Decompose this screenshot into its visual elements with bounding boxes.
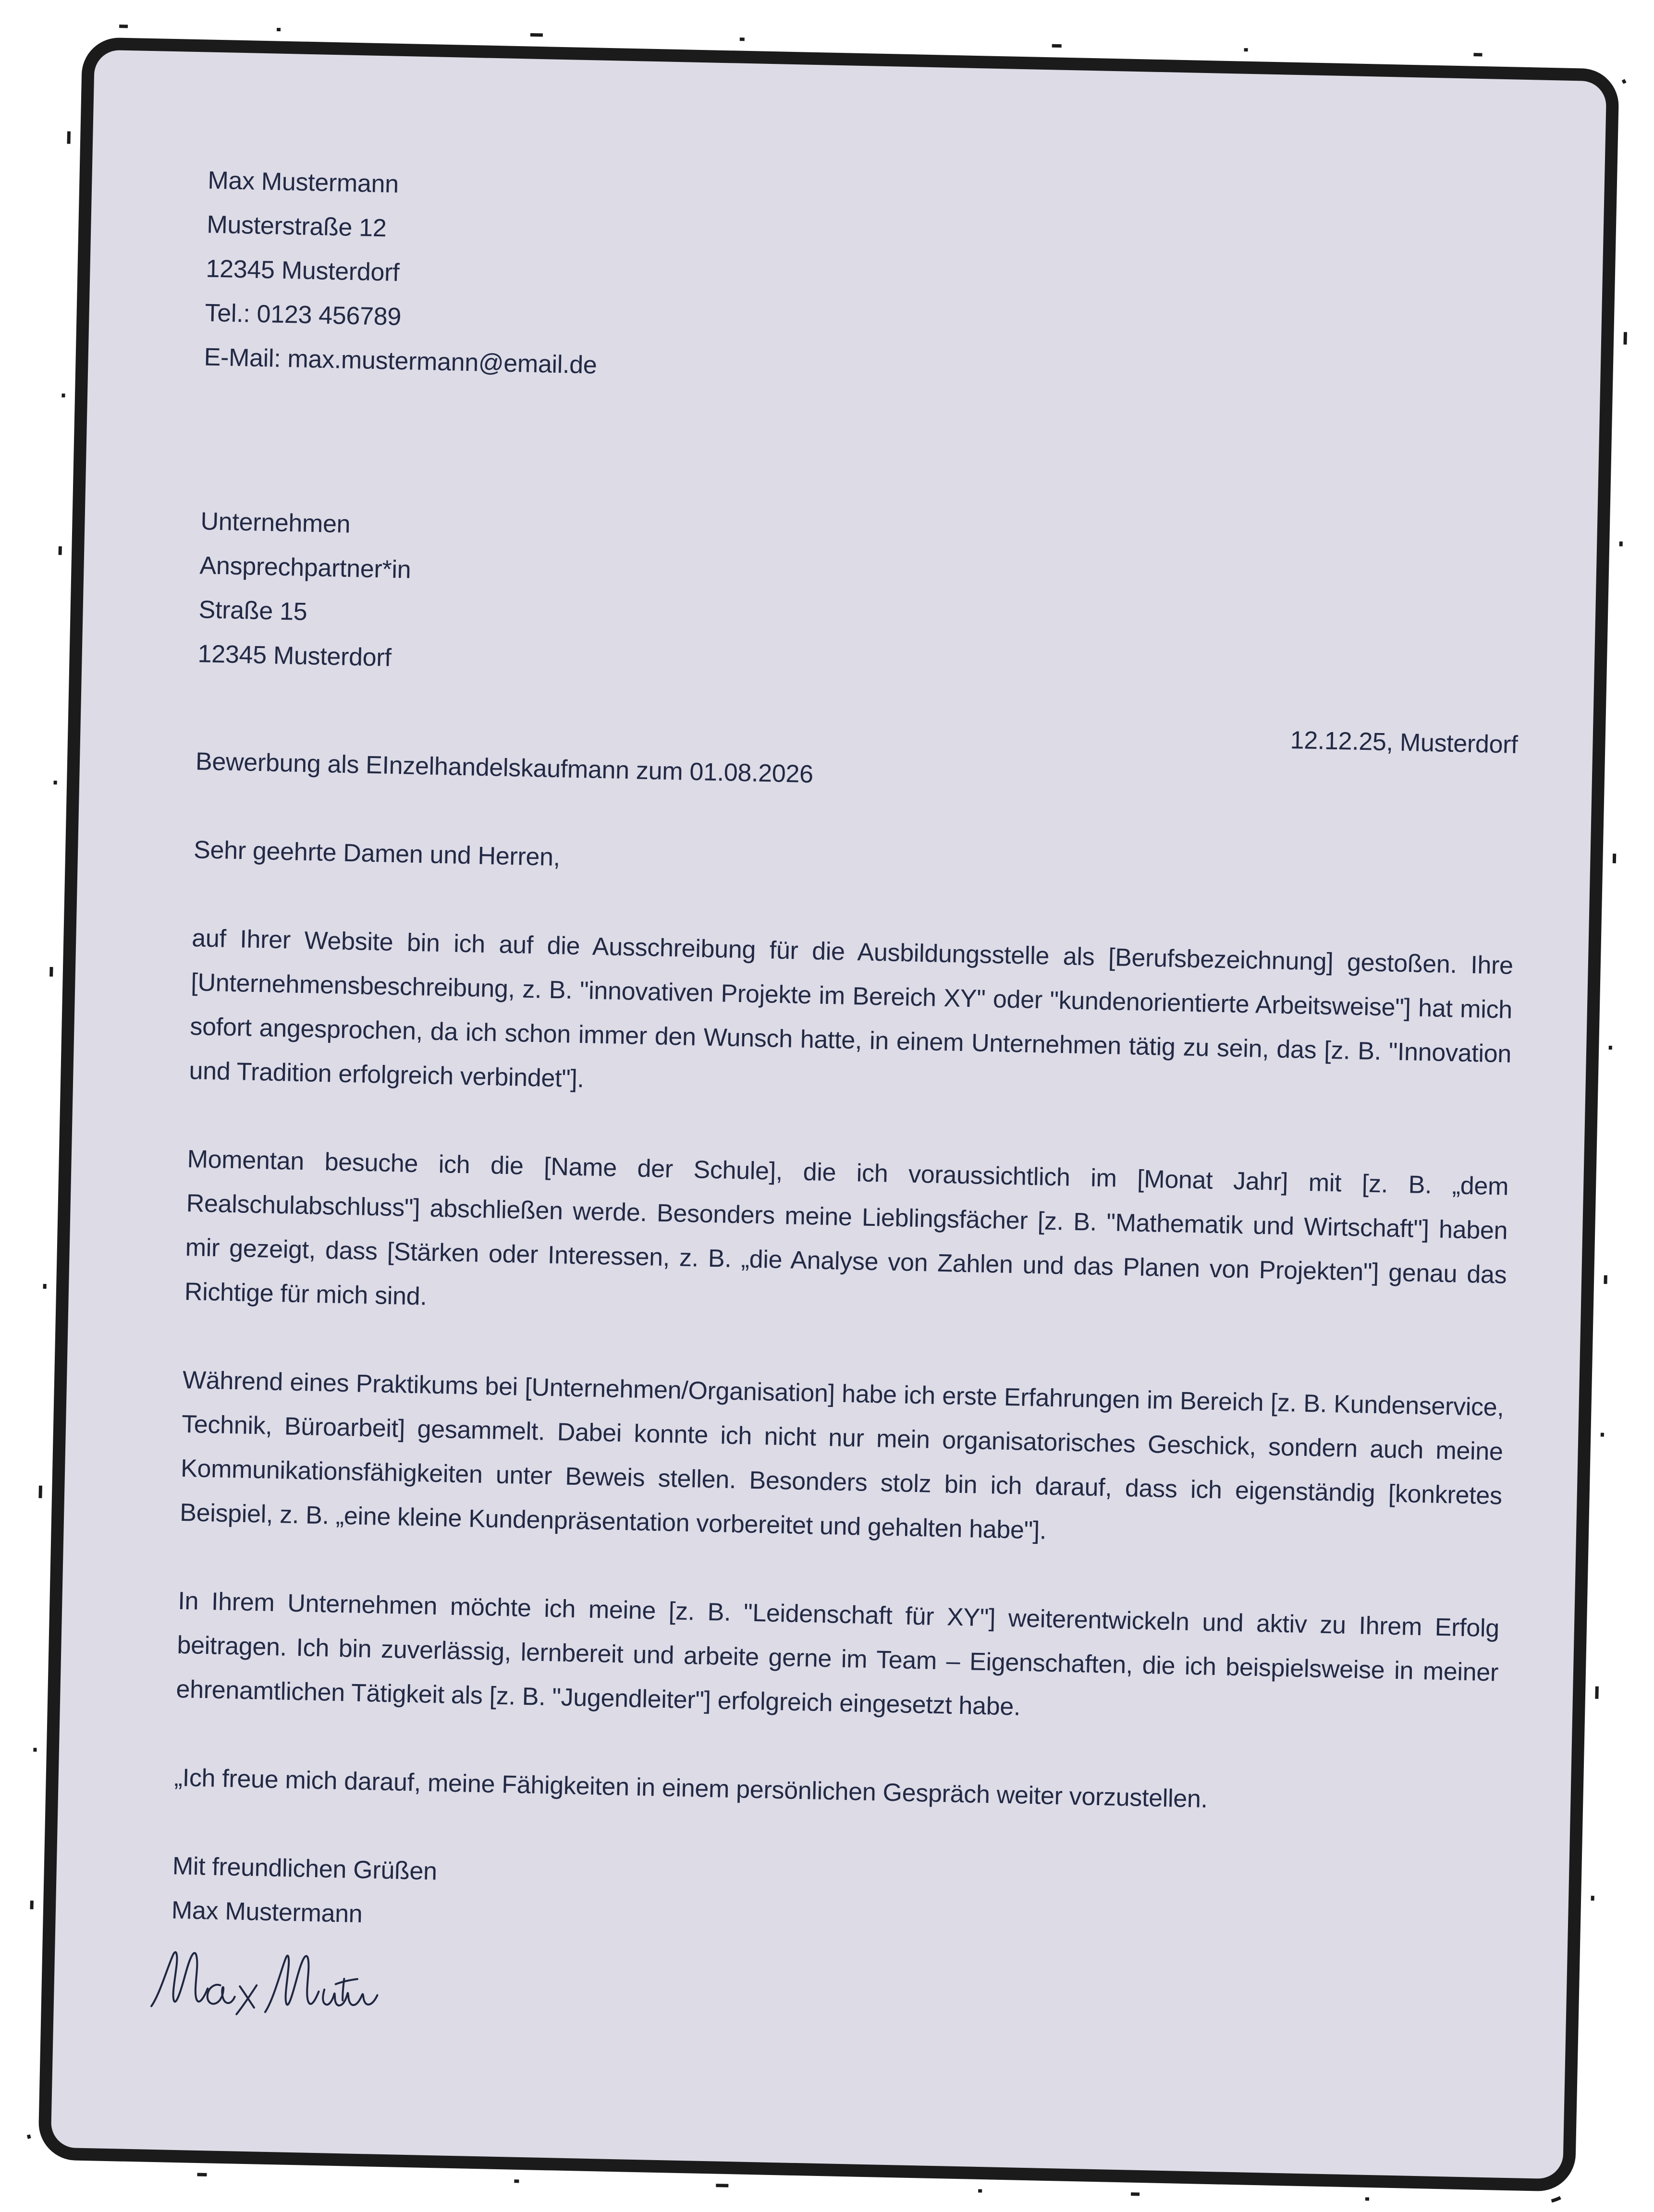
- sender-block: [204, 159, 1530, 407]
- recipient-company: Unternehmen: [200, 507, 351, 538]
- body-paragraph-4: In Ihrem Unternehmen möchte ich meine [z. B. "Leidenschaft für XY"] weiterentwickeln und aktiv zu Ihrem Erfolg beitragen. Ich bin zuverlässig, lernbereit und arbeite gerne im Team – Eigenschaften, die ich beispielsweise in meiner ehrenamtlichen Tätigkeit als [z. B. "Jugendleiter"] erfolgreich eingesetzt habe.: [176, 1587, 1500, 1721]
- letter-paper: [38, 37, 1619, 2192]
- body-paragraph-2: Momentan besuche ich die [Name der Schule], die ich voraussichtlich im [Monat Jahr] mit [z. B. „dem Realschulabschluss"] abschließen werde. Besonders meine Lieblingsfächer [z. B. "Mathematik und Wirtschaft"] haben mir gezeigt, dass [Stärken oder Interessen, z. B. „die Analyse von Zahlen und das Planen von Projekten"] genau das Richtige für mich sind.: [184, 1145, 1509, 1311]
- sender-street: Musterstraße 12: [206, 210, 387, 243]
- closing-sentence: „Ich freue mich darauf, meine Fähigkeiten in einem persönlichen Gespräch weiter vorzustellen.: [174, 1763, 1208, 1813]
- signature-svg: [147, 1941, 380, 2027]
- paper-rotator: [38, 37, 1619, 2192]
- greeting-line: Sehr geehrte Damen und Herren,: [193, 836, 561, 872]
- date-line: 12.12.25, Musterdorf: [1290, 726, 1519, 759]
- recipient-city: 12345 Musterdorf: [197, 640, 392, 672]
- handwritten-signature: [147, 1941, 380, 2027]
- sender-email: E-Mail: max.mustermann@email.de: [204, 343, 598, 379]
- recipient-contact: Ansprechpartner*in: [199, 551, 411, 584]
- recipient-block: [197, 499, 1522, 704]
- body-paragraph-1: auf Ihrer Website bin ich auf die Ausschreibung für die Ausbildungsstelle als [Berufsbezeichnung] gestoßen. Ihre [Unternehmensbeschreibung, z. B. "innovativen Projekte im Bereich XY" oder "kundenorientierte Arbeitsweise"] hat mich sofort angesprochen, da ich schon immer den Wunsch hatte, in einem Unternehmen tätig zu sein, das [z. B. "Innovation und Tradition erfolgreich verbindet"].: [189, 924, 1514, 1093]
- sender-phone: Tel.: 0123 456789: [205, 299, 402, 331]
- recipient-street: Straße 15: [198, 596, 307, 626]
- letter-content: [63, 62, 1594, 2166]
- sender-city: 12345 Musterdorf: [205, 255, 400, 287]
- sender-name: Max Mustermann: [207, 166, 399, 198]
- subject-line: Bewerbung als EInzelhandelskaufmann zum 01.08.2026: [195, 747, 814, 789]
- signer-name-line: Max Mustermann: [171, 1896, 363, 1929]
- farewell-line: Mit freundlichen Grüßen: [172, 1852, 438, 1886]
- body-paragraph-3: Während eines Praktikums bei [Unternehmen/Organisation] habe ich erste Erfahrungen im Bereich [z. B. Kundenservice, Technik, Büroarbeit] gesammelt. Dabei konnte ich nicht nur mein organisatorisches Geschick, sondern auch meine Kommunikationsfähigkeiten unter Beweis stellen. Besonders stolz bin ich darauf, dass ich eigenständig [konkretes Beispiel, z. B. „eine kleine Kundenpräsentation vorbereitet und gehalten habe"].: [179, 1366, 1505, 1545]
